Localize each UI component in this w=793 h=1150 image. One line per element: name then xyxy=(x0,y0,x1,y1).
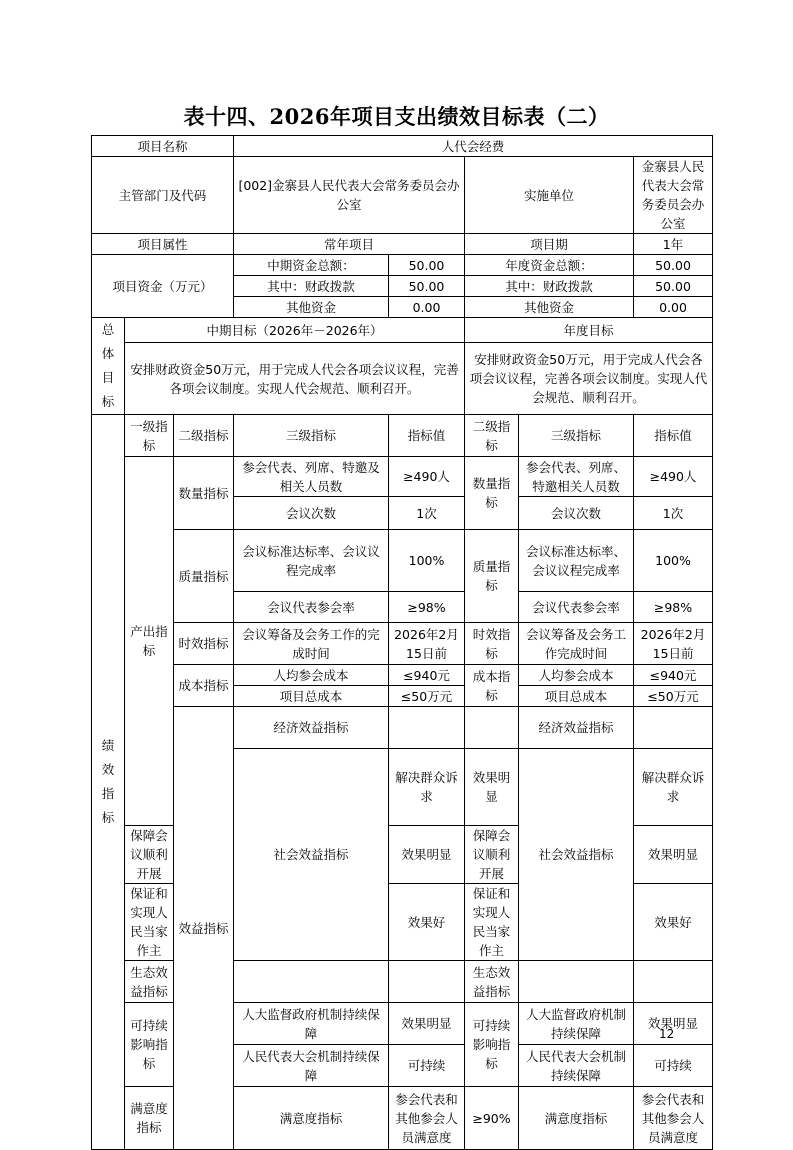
mid-q2-value: 1次 xyxy=(389,497,465,530)
mid-ql2-value: ≥98% xyxy=(389,592,465,623)
mid-q1-value: ≥490人 xyxy=(389,457,465,497)
year-q2: 会议次数 xyxy=(519,497,634,530)
year-c1: 人均参会成本 xyxy=(519,665,634,686)
mid-other-label: 其他资金 xyxy=(234,297,389,318)
eco-label-mid: 生态效益指标 xyxy=(125,961,174,1003)
quantity-label-year: 数量指标 xyxy=(465,457,519,530)
page-title: 表十四、2026年项目支出绩效目标表（二） xyxy=(183,104,610,129)
mid-goal-text: 安排财政资金50万元，用于完成人代会各项会议议程，完善各项会议制度。实现人代会规范、顺利召开。 xyxy=(125,343,465,415)
sustain-label-year: 可持续影响指标 xyxy=(465,1003,519,1087)
overall-goal-label: 总体目标 xyxy=(92,318,125,415)
year-ql1: 会议标准达标率、会议议程完成率 xyxy=(519,530,634,592)
quality-label-year: 质量指标 xyxy=(465,530,519,623)
mid-ql1-value: 100% xyxy=(389,530,465,592)
year-econ-empty xyxy=(634,707,713,749)
attr-label: 项目属性 xyxy=(92,234,234,255)
year-su1: 人大监督政府机制持续保障 xyxy=(519,1003,634,1045)
mid-other-value: 0.00 xyxy=(389,297,465,318)
year-c2-value: ≤50万元 xyxy=(634,686,713,707)
page-number: 12 xyxy=(659,1027,675,1041)
mid-q2: 会议次数 xyxy=(234,497,389,530)
header-level3-mid: 三级指标 xyxy=(234,415,389,457)
cost-label-year: 成本指标 xyxy=(465,665,519,707)
impl-unit-label: 实施单位 xyxy=(465,157,634,234)
period-value: 1年 xyxy=(634,234,713,255)
year-other-value: 0.00 xyxy=(634,297,713,318)
cost-label-mid: 成本指标 xyxy=(174,665,234,707)
mid-goal-header: 中期目标（2026年－2026年） xyxy=(125,318,465,343)
mid-su1: 人大监督政府机制持续保障 xyxy=(234,1003,389,1045)
mid-sat1: 参会代表和其他参会人员满意度 xyxy=(389,1087,465,1150)
impl-unit-value: 金寨县人民代表大会常务委员会办公室 xyxy=(634,157,713,234)
mid-ql2: 会议代表参会率 xyxy=(234,592,389,623)
year-q1: 参会代表、列席、特邀相关人员数 xyxy=(519,457,634,497)
year-ql2-value: ≥98% xyxy=(634,592,713,623)
year-total-value: 50.00 xyxy=(634,255,713,276)
mid-eco-value-empty xyxy=(389,961,465,1003)
social-label-year: 社会效益指标 xyxy=(519,749,634,961)
eco-label-year: 生态效益指标 xyxy=(465,961,519,1003)
header-level3-year: 三级指标 xyxy=(519,415,634,457)
funds-label: 项目资金（万元） xyxy=(92,255,234,318)
year-s3: 保证和实现人民当家作主 xyxy=(465,884,519,961)
mid-ql1: 会议标准达标率、会议议程完成率 xyxy=(234,530,389,592)
year-eco-empty xyxy=(519,961,634,1003)
mid-fiscal-label: 其中：财政拨款 xyxy=(234,276,389,297)
mid-su2: 人民代表大会机制持续保障 xyxy=(234,1045,389,1087)
economic-label-mid: 经济效益指标 xyxy=(234,707,389,749)
mid-q1: 参会代表、列席、特邀及相关人员数 xyxy=(234,457,389,497)
year-q2-value: 1次 xyxy=(634,497,713,530)
year-goal-text: 安排财政资金50万元，用于完成人代会各项会议议程，完善各项会议制度。实现人代会规范、顺利召开。 xyxy=(465,343,713,415)
mid-t1: 会议筹备及会务工作的完成时间 xyxy=(234,623,389,665)
attr-value: 常年项目 xyxy=(234,234,465,255)
social-label-mid: 社会效益指标 xyxy=(234,749,389,961)
mid-sat1-value: ≥90% xyxy=(465,1087,519,1150)
year-total-label: 年度资金总额： xyxy=(465,255,634,276)
dept-label: 主管部门及代码 xyxy=(92,157,234,234)
year-c1-value: ≤940元 xyxy=(634,665,713,686)
mid-total-label: 中期资金总额： xyxy=(234,255,389,276)
mid-su1-value: 效果明显 xyxy=(389,1003,465,1045)
mid-c2: 项目总成本 xyxy=(234,686,389,707)
performance-goal-table xyxy=(91,135,713,1150)
year-goal-header: 年度目标 xyxy=(465,318,713,343)
mid-econ-value-empty xyxy=(465,707,519,749)
sustain-label-mid: 可持续影响指标 xyxy=(125,1003,174,1087)
benefit-label: 效益指标 xyxy=(174,707,234,1150)
year-su2-value: 可持续 xyxy=(634,1045,713,1087)
mid-t1-value: 2026年2月15日前 xyxy=(389,623,465,665)
year-q1-value: ≥490人 xyxy=(634,457,713,497)
quality-label-mid: 质量指标 xyxy=(174,530,234,623)
timeliness-label-year: 时效指标 xyxy=(465,623,519,665)
header-value-year: 指标值 xyxy=(634,415,713,457)
mid-eco-empty xyxy=(234,961,389,1003)
mid-c1-value: ≤940元 xyxy=(389,665,465,686)
year-su1-value: 效果明显 xyxy=(634,1003,713,1045)
header-level2-mid: 二级指标 xyxy=(174,415,234,457)
project-name: 人代会经费 xyxy=(234,136,713,157)
year-s2: 保障会议顺利开展 xyxy=(465,826,519,884)
mid-su2-value: 可持续 xyxy=(389,1045,465,1087)
year-s1: 解决群众诉求 xyxy=(634,749,713,826)
mid-s3-value: 效果好 xyxy=(389,884,465,961)
mid-total-value: 50.00 xyxy=(389,255,465,276)
mid-fiscal-value: 50.00 xyxy=(389,276,465,297)
year-ql1-value: 100% xyxy=(634,530,713,592)
quantity-label-mid: 数量指标 xyxy=(174,457,234,530)
header-level2-year: 二级指标 xyxy=(465,415,519,457)
mid-c1: 人均参会成本 xyxy=(234,665,389,686)
year-c2: 项目总成本 xyxy=(519,686,634,707)
satisfaction-l2-label-mid: 满意度指标 xyxy=(234,1087,389,1150)
perf-label: 绩效指标 xyxy=(92,415,125,1150)
year-fiscal-label: 其中：财政拨款 xyxy=(465,276,634,297)
economic-label-year: 经济效益指标 xyxy=(519,707,634,749)
timeliness-label-mid: 时效指标 xyxy=(174,623,234,665)
header-value-mid: 指标值 xyxy=(389,415,465,457)
mid-econ-empty xyxy=(389,707,465,749)
mid-s1: 解决群众诉求 xyxy=(389,749,465,826)
satisfaction-l1-label: 满意度指标 xyxy=(125,1087,174,1150)
year-t1: 会议筹备及会务工作完成时间 xyxy=(519,623,634,665)
header-level1: 一级指标 xyxy=(125,415,174,457)
year-other-label: 其他资金 xyxy=(465,297,634,318)
year-s3-value: 效果好 xyxy=(634,884,713,961)
mid-c2-value: ≤50万元 xyxy=(389,686,465,707)
mid-s2: 保障会议顺利开展 xyxy=(125,826,174,884)
satisfaction-l2-label-year: 满意度指标 xyxy=(519,1087,634,1150)
year-su2: 人民代表大会机制持续保障 xyxy=(519,1045,634,1087)
mid-s1-value: 效果明显 xyxy=(465,749,519,826)
year-fiscal-value: 50.00 xyxy=(634,276,713,297)
year-eco-value-empty xyxy=(634,961,713,1003)
year-ql2: 会议代表参会率 xyxy=(519,592,634,623)
mid-s3: 保证和实现人民当家作主 xyxy=(125,884,174,961)
project-name-label: 项目名称 xyxy=(92,136,234,157)
year-s2-value: 效果明显 xyxy=(634,826,713,884)
dept-value: [002]金寨县人民代表大会常务委员会办公室 xyxy=(234,157,465,234)
output-label: 产出指标 xyxy=(125,457,174,826)
period-label: 项目期 xyxy=(465,234,634,255)
year-sat1: 参会代表和其他参会人员满意度 xyxy=(634,1087,713,1150)
year-t1-value: 2026年2月15日前 xyxy=(634,623,713,665)
mid-s2-value: 效果明显 xyxy=(389,826,465,884)
